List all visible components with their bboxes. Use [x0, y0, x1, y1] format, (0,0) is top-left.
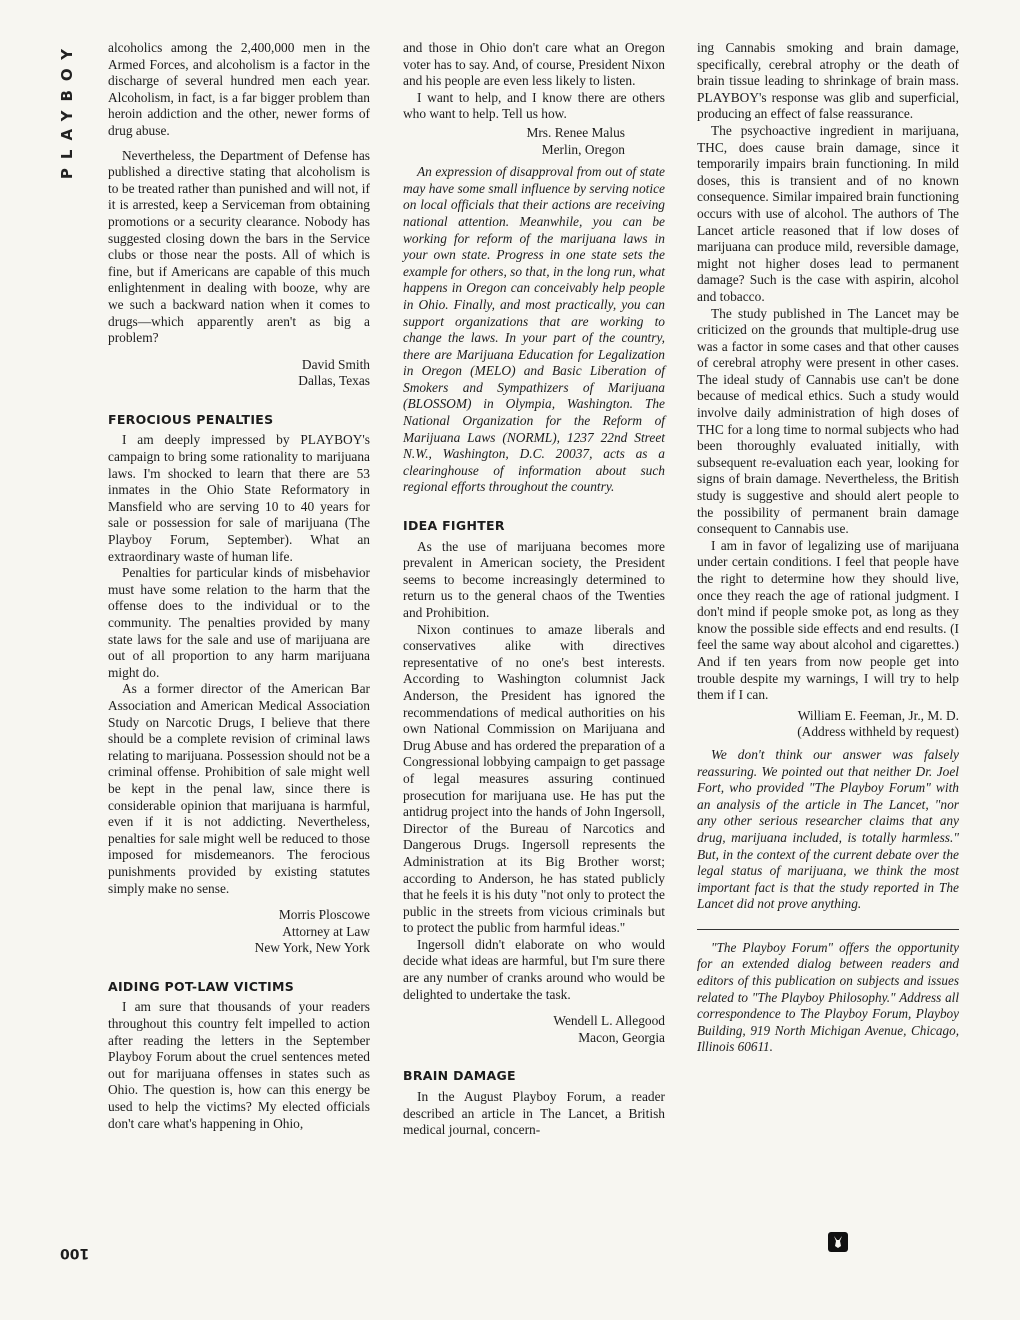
signature: [403, 125, 665, 158]
column-1: [108, 40, 370, 1132]
signature: [697, 708, 959, 741]
letter-text: Nixon continues to amaze liberals and conservatives alike with directives representative of no one's best interests. According to Washington columnist Jack Anderson, the President has ignored the recommendations of medical authorities on his own National Commission on Marijuana and Drug Abuse and has ordered the preparation of a Congressional lobbying campaign to get passage of legal measures assuring continued prosecution for marijuana use. He has put the antidrug project into the hands of John Ingersoll, Director of the Bureau of Narcotics and Dangerous Drugs. Ingersoll represents the Administration at its Big Brother worst; according to Anderson, he has stated publicly that he feels it is his duty "not only to protect the public in the streets from vicious criminals but to protect the public from harmful ideas.": [403, 621, 665, 936]
letter-text: I am in favor of legalizing use of marijuana under certain conditions. I feel that people have the right to determine how they should live, once they reach the age of rational judgment. I don't mind if people smoke pot, as long as they know the possible side effects and end results. (I feel the same way about alcohol and cigarettes.) And if ten years from now people get into trouble despite my warnings, I will try to help them if I can.: [697, 537, 959, 703]
signature: [108, 907, 370, 957]
signature-place: Dallas, Texas: [298, 373, 370, 389]
playboy-bunny-icon: [828, 1232, 848, 1252]
signature-name: David Smith: [301, 356, 370, 372]
letter-text: I am sure that thousands of your readers throughout this country felt impelled to action after reading the letters in the September Playboy Forum about the cruel sentences meted out for marijuana offenses in states such as Ohio. The question is, how can this energy be used to help the victims? My elected officials don't care what's happening in Ohio,: [108, 999, 370, 1131]
letter-text: and those in Ohio don't care what an Oregon voter has to say. And, of course, President Nixon and his people are even less likely to listen.: [403, 40, 665, 89]
column-3: [697, 40, 959, 1056]
letter-text: As the use of marijuana becomes more prevalent in American society, the President seems to become increasingly determined to return us to the general chaos of the Twenties and Prohibition.: [403, 538, 665, 620]
section-heading: FEROCIOUS PENALTIES: [108, 411, 274, 427]
signature-name: Morris Ploscowe: [278, 907, 370, 923]
editor-reply: We don't think our answer was falsely reassuring. We pointed out that neither Dr. Joel Fort, who provided "The Playboy Forum" with an analysis of the article in The Lancet, "nor any other serious researcher claims that any drug, marijuana included, is totally harmless." But, in the context of the current debate over the legal status of marijuana, we think the most important fact is that the study reported in The Lancet did not prove anything.: [697, 746, 959, 912]
letter-text: I want to help, and I know there are others who want to help. Tell us how.: [403, 89, 665, 122]
letter-text: The psychoactive ingredient in marijuana, THC, does cause brain damage, since it temporarily impairs brain functioning. In mild doses, this is transient and of no known consequence. Similar impaired brain functioning occurs with use of alcohol. The authors of The Lancet article reasoned that if low doses of marijuana can produce mild, reversible damage, might not higher doses lead to permanent damage? Such is the case with aspirin, alcohol and tobacco.: [697, 122, 959, 304]
section-heading: BRAIN DAMAGE: [403, 1068, 516, 1084]
letter-text: alcoholics among the 2,400,000 men in the Armed Forces, and alcoholism is a factor in the discharge of several hundred men each year. Alcoholism, in fact, is a far bigger problem than heroin addiction and the other, newer forms of drug abuse.: [108, 40, 370, 138]
signature-title: Attorney at Law: [282, 923, 370, 939]
signature-name: Mrs. Renee Malus: [526, 124, 625, 140]
letter-text: The study published in The Lancet may be criticized on the grounds that multiple-drug use was a factor in some cases and that other causes of cerebral atrophy were present in other cases. The ideal study of Cannabis use can't be done because of medical ethics. Such a study would involve daily administration of high doses of THC for a long time to normal subjects who had been thoroughly evaluated initially, with subsequent re-evaluation each year, looking for signs of brain damage. Nevertheless, the British study is suggestive and should alert people to the possibility of permanent brain damage consequent to Cannabis use.: [697, 305, 959, 537]
signature-place: (Address withheld by request): [797, 724, 959, 740]
letter-text: Ingersoll didn't elaborate on who would decide what ideas are harmful, but I'm sure there are any number of cranks around who would be delighted to undertake the task.: [403, 936, 665, 1002]
signature: [108, 357, 370, 390]
signature-place: New York, New York: [254, 940, 370, 956]
signature-place: Merlin, Oregon: [541, 141, 625, 157]
signature-name: Wendell L. Allegood: [553, 1013, 665, 1029]
column-2: [403, 40, 665, 1139]
masthead-playboy: PLAYBOY: [58, 40, 76, 180]
letter-text: In the August Playboy Forum, a reader described an article in The Lancet, a British medical journal, concern-: [403, 1089, 665, 1138]
letter-text: Penalties for particular kinds of misbehavior must have some relation to the harm that the offense does to the individual or to the community. The penalties provided by many state laws for the sale and use of marijuana are out of all proportion to any harm marijuana might do.: [108, 565, 370, 680]
section-heading: AIDING POT-LAW VICTIMS: [108, 978, 295, 994]
divider: [697, 929, 959, 930]
signature-place: Macon, Georgia: [578, 1029, 665, 1045]
signature-name: William E. Feeman, Jr., M. D.: [797, 707, 959, 723]
letter-text: Nevertheless, the Department of Defense has published a directive stating that alcoholism is to be treated rather than punished and will not, if it is arrested, keep a Serviceman from obtaining promotions or a security clearance. Nobody has suggested closing down the bars in the Service clubs or those near the posts. All of which is fine, but if Americans are capable of this much enlightenment in dealing with booze, why are we such a backward nation when it comes to drugs—which apparently aren't as big a problem?: [108, 147, 370, 346]
page-number: 100: [60, 1245, 90, 1261]
letter-text: As a former director of the American Bar Association and American Medical Association Study on Narcotic Drugs, I believe that there should be a complete revision of criminal laws relating to marijuana. Possession should not be a criminal offense. Prohibition of sale might well be kept in the penal law, since there is considerable opinion that marijuana is harmful, even if it is not addicting. Nevertheless, penalties for sale might well be reduced to those imposed for misdemeanors. The ferocious punishments provided by existing statutes simply make no sense.: [108, 681, 370, 896]
letter-text: I am deeply impressed by PLAYBOY's campaign to bring some rationality to marijuana laws. I'm shocked to learn that there are 53 inmates in the Ohio State Reformatory in Mansfield who are serving 10 to 40 years for sale or possession for sale of marijuana (The Playboy Forum, September). What an extraordinary waste of human life.: [108, 432, 370, 564]
editor-reply: An expression of disapproval from out of state may have some small influence by serving notice on local officials that their actions are receiving national attention. Meanwhile, you can be working for reform of the marijuana laws in your own state. Progress in one state sets the example for others, so that, in the long run, what happens in Oregon can conceivably help people in Ohio. Finally, and most practically, you can support organizations that are working to change the laws. In your part of the country, there are Marijuana Education for Legalization in Oregon (MELO) and Basic Liberation of Smokers and Sympathizers of Marijuana (BLOSSOM) in Olympia, Washington. The National Organization for the Reform of Marijuana Laws (NORML), 1237 22nd Street N.W., Washington, D.C. 20037, acts as a clearinghouse of information about such regional efforts throughout the country.: [403, 164, 665, 495]
section-heading: IDEA FIGHTER: [403, 518, 505, 534]
signature: [403, 1013, 665, 1046]
forum-footer-note: "The Playboy Forum" offers the opportunity for an extended dialog between readers and editors of this publication on subjects and issues related to "The Playboy Philosophy." Address all correspondence to The Playboy Forum, Playboy Building, 919 North Michigan Avenue, Chicago, Illinois 60611.: [697, 939, 959, 1055]
letter-text: ing Cannabis smoking and brain damage, specifically, cerebral atrophy or the death of brain tissue leading to shrinkage of brain mass. PLAYBOY's response was glib and superficial, producing an effect of false reassurance.: [697, 40, 959, 122]
